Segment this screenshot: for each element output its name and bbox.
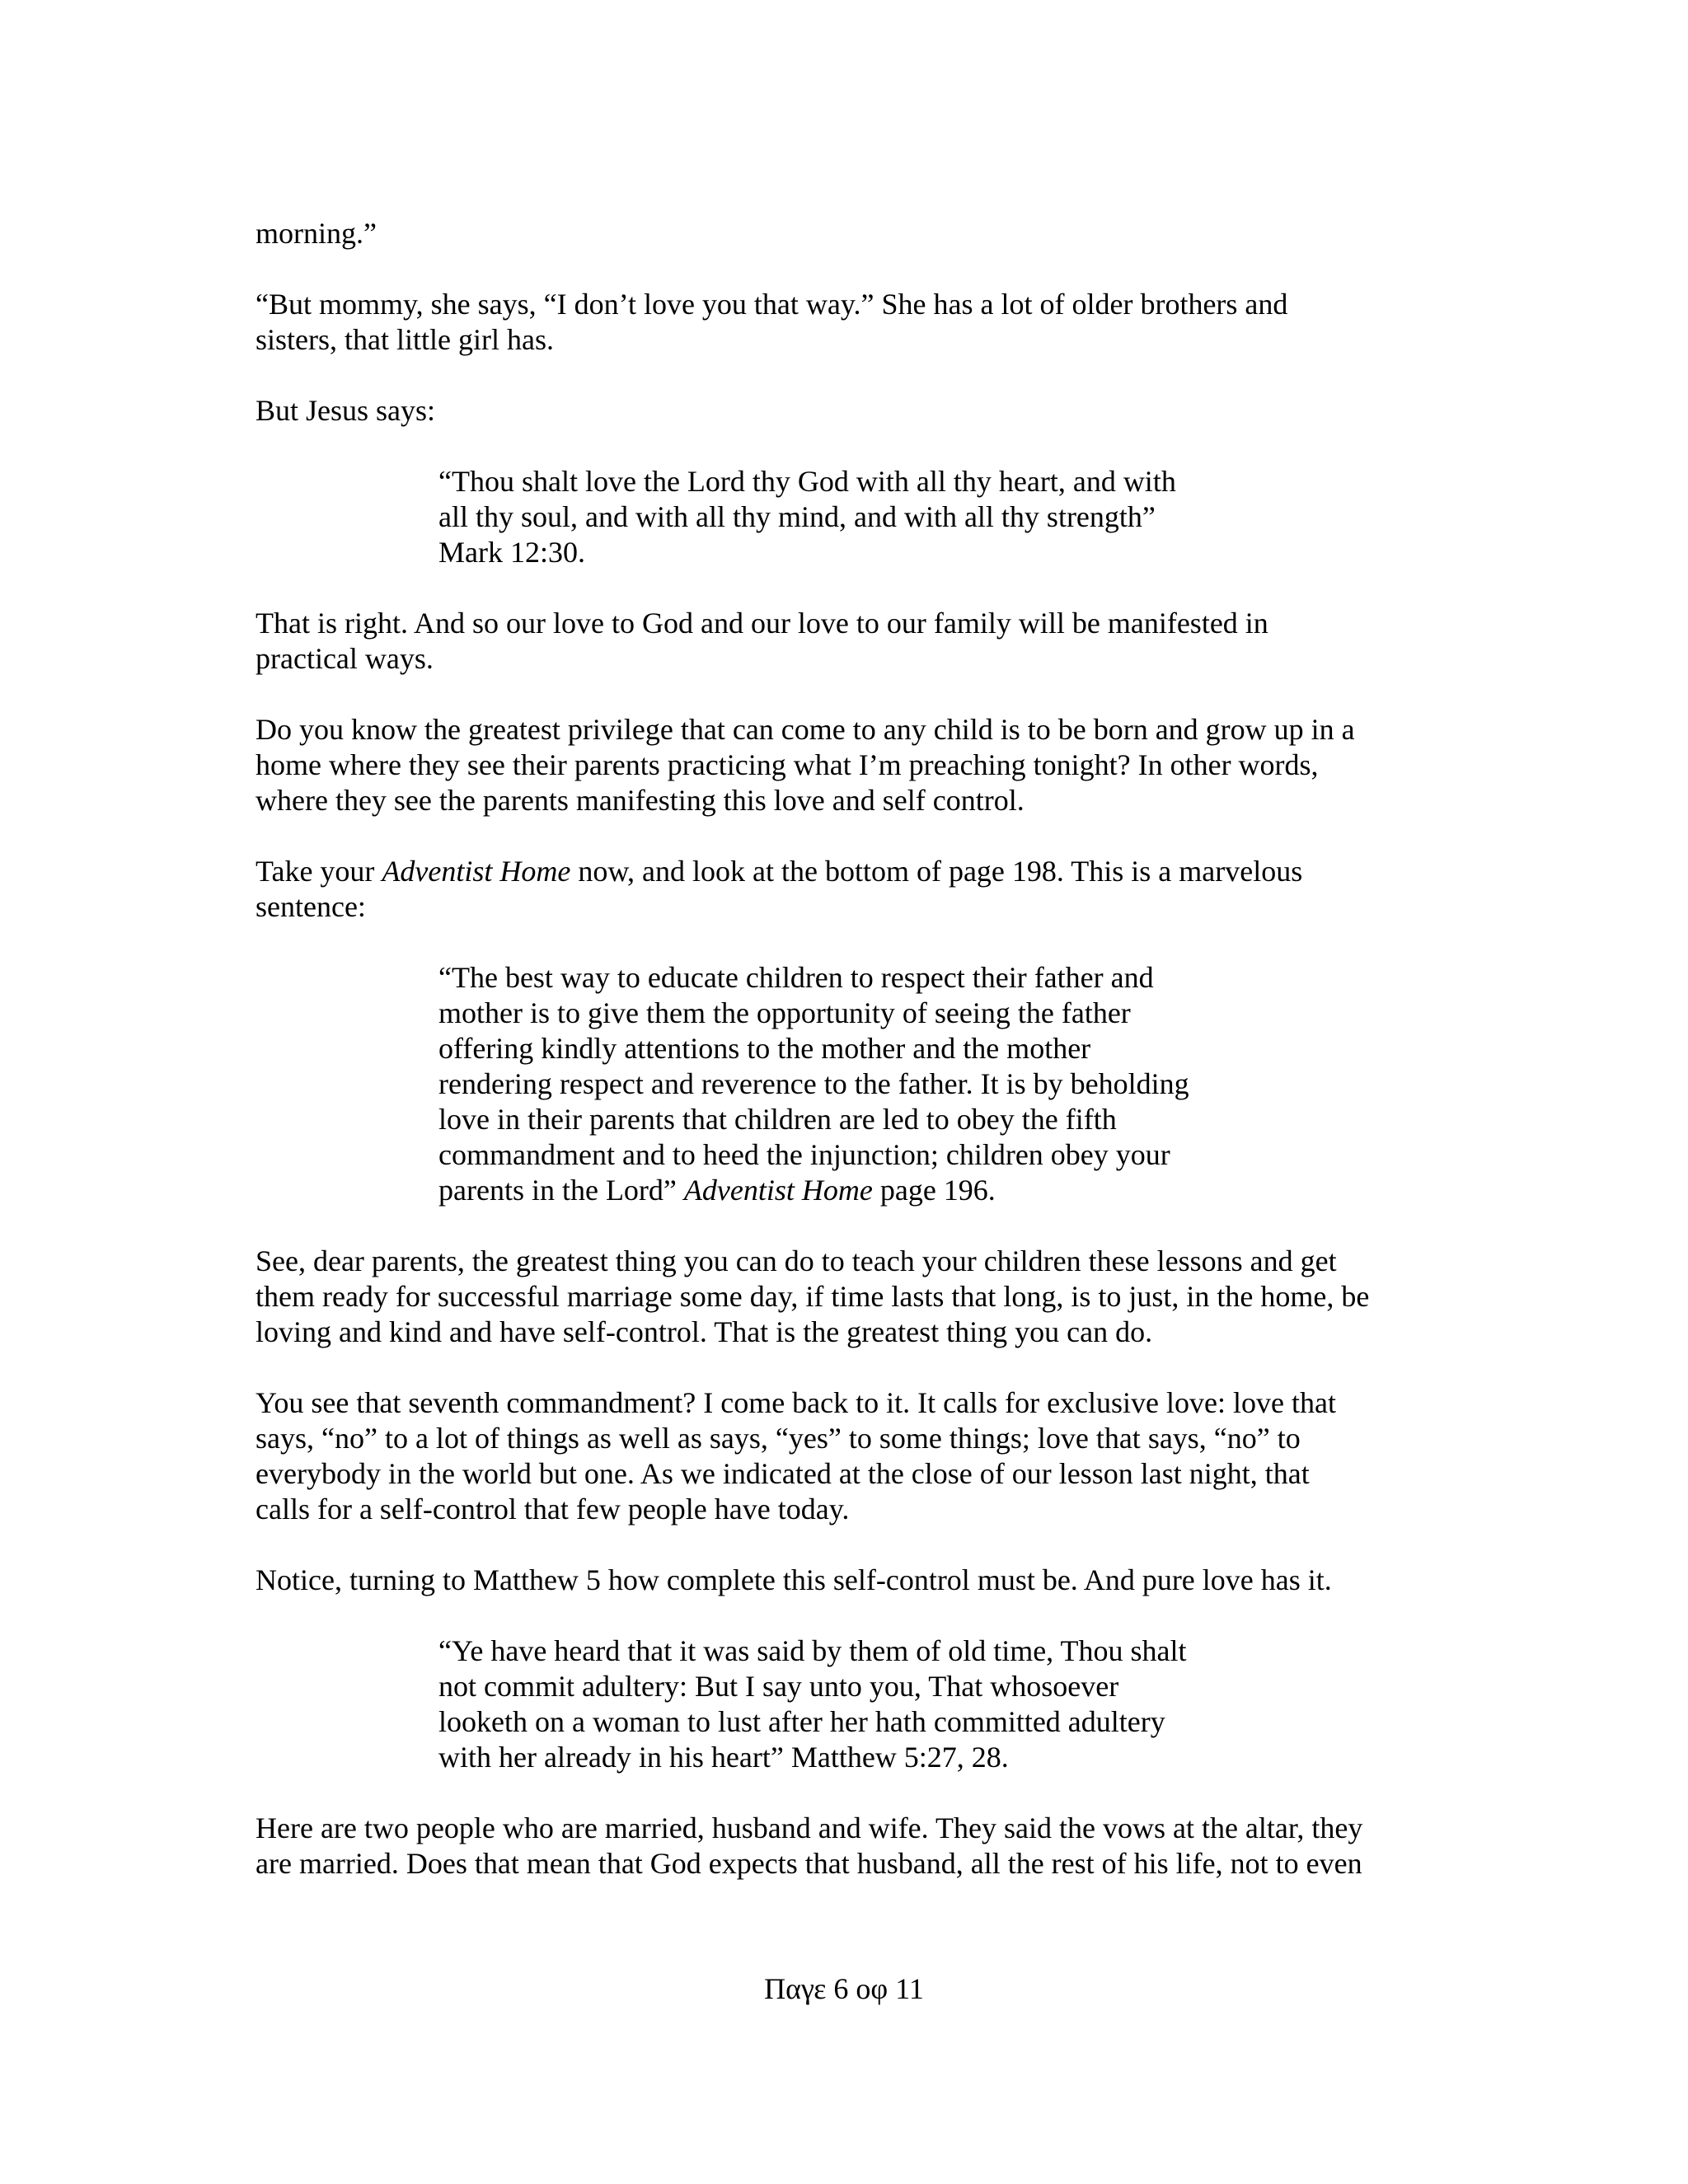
body-paragraph: That is right. And so our love to God and our love to our family will be manifested in practical ways. <box>256 607 1268 675</box>
body-paragraph: “But mommy, she says, “I don’t love you that way.” She has a lot of older brothers and sisters, that little girl has. <box>256 288 1288 356</box>
document-body <box>256 216 1442 1917</box>
body-paragraph: morning.” <box>256 217 377 250</box>
block-quote: “Thou shalt love the Lord thy God with all thy heart, and with all thy soul, and with all thy mind, and with all thy strength” Mark 12:30. <box>438 465 1176 569</box>
book-title: Adventist Home <box>382 855 571 888</box>
block-quote: “Ye have heard that it was said by them of old time, Thou shalt not commit adultery: But I say unto you, That whosoever looketh on a woman to lust after her hath committed adultery with her already in his heart” Matthew 5:27, 28. <box>438 1634 1187 1774</box>
body-paragraph: See, dear parents, the greatest thing you can do to teach your children these lessons and get them ready for successful marriage some day, if time lasts that long, is to just, in the home, be loving and kind and have self-control. That is the greatest thing you can do. <box>256 1244 1370 1348</box>
book-title: Adventist Home <box>683 1174 873 1207</box>
text-run: page 196. <box>872 1174 996 1207</box>
body-paragraph: Here are two people who are married, husband and wife. They said the vows at the altar, they are married. Does that mean that God expects that husband, all the rest of his life, not to even <box>256 1811 1363 1880</box>
text-run: now, and look at the bottom of page 198. This is a marvelous sentence: <box>256 855 1303 923</box>
text-run: Take your <box>256 855 382 888</box>
body-paragraph: Notice, turning to Matthew 5 how complete this self-control must be. And pure love has it. <box>256 1563 1332 1596</box>
text-run: “The best way to educate children to respect their father and mother is to give them the opportunity of seeing the father offering kindly attentions to the mother and the mother rendering respect and reverence to the father. It is by beholding love in their parents that children are led to obey the fifth commandment and to heed the injunction; children obey your parents in the Lord” <box>438 961 1189 1207</box>
page-footer: Παγε 6 οφ 11 <box>764 1972 924 2005</box>
body-paragraph: Do you know the greatest privilege that can come to any child is to be born and grow up in a home where they see their parents practicing what I’m preaching tonight? In other words, where they see the parents manifesting this love and self control. <box>256 713 1355 817</box>
body-paragraph <box>256 854 1442 925</box>
body-paragraph: But Jesus says: <box>256 394 436 427</box>
block-quote <box>438 960 1263 1208</box>
body-paragraph: You see that seventh commandment? I come back to it. It calls for exclusive love: love that says, “no” to a lot of things as well as says, “yes” to some things; love that says, “no” to everybody in the world but one. As we indicated at the close of our lesson last night, that calls for a self-control that few people have today. <box>256 1386 1336 1526</box>
